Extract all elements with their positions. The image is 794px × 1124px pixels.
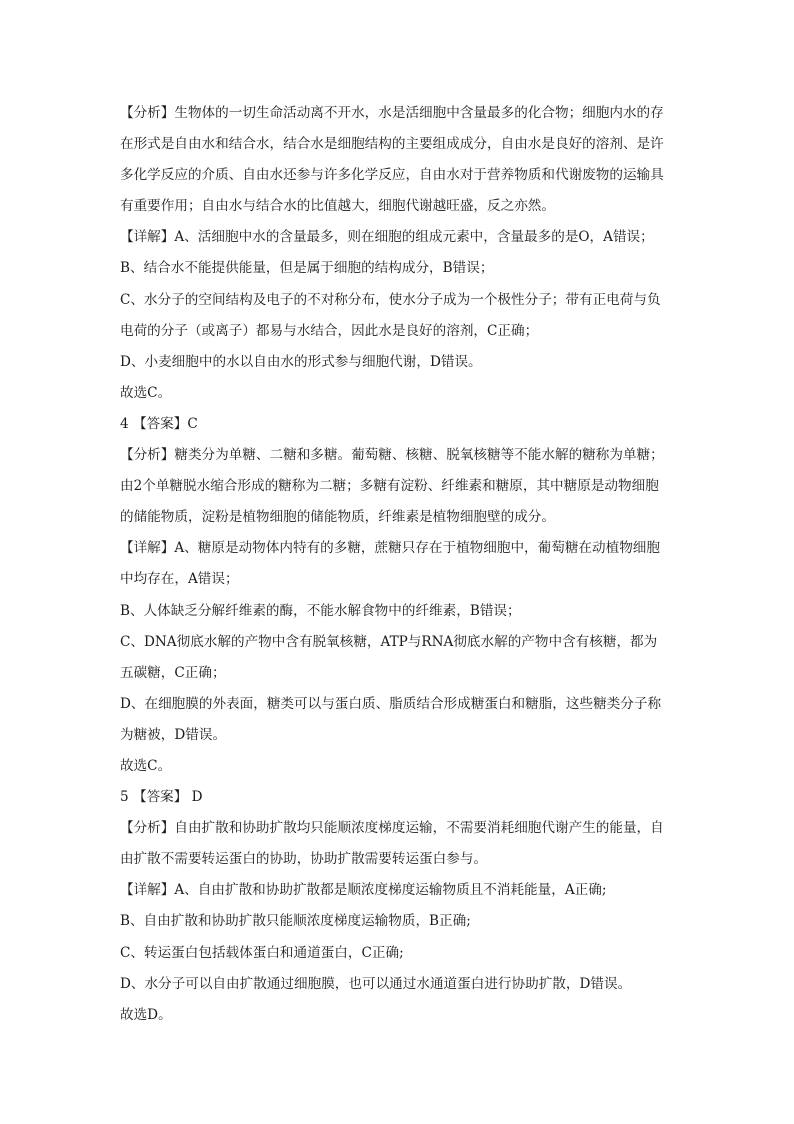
detail-q4-option-a-1: 【详解】A、糖原是动物体内特有的多糖，蔗糖只存在于植物细胞中，葡萄糖在动植物细胞 (120, 540, 660, 557)
analysis-q3-line-1: 【分析】生物体的一切生命活动离不开水，水是活细胞中含量最多的化合物；细胞内水的存 (120, 105, 664, 121)
detail-q5-option-b: B、自由扩散和协助扩散只能顺浓度梯度运输物质，B正确; (120, 913, 471, 930)
choice-q3: 故选C。 (120, 384, 172, 401)
detail-q4-option-b: B、人体缺乏分解纤维素的酶，不能水解食物中的纤维素，B错误； (120, 602, 521, 619)
analysis-q5-line-1: 【分析】自由扩散和协助扩散均只能顺浓度梯度运输，不需要消耗细胞代谢产生的能量，自 (120, 820, 664, 837)
analysis-q3-line-4: 有重要作用；自由水与结合水的比值越大，细胞代谢越旺盛，反之亦然。 (120, 198, 555, 215)
detail-q5-option-c: C、转运蛋白包括载体蛋白和通道蛋白，C正确; (120, 944, 404, 961)
analysis-q4-line-2: 由2个单糖脱水缩合形成的糖称为二糖；多糖有淀粉、纤维素和糖原，其中糖原是动物细胞 (120, 478, 659, 495)
analysis-q5-line-2: 由扩散不需要转运蛋白的协助，协助扩散需要转运蛋白参与。 (120, 851, 488, 868)
choice-q5: 故选D。 (120, 1006, 172, 1023)
analysis-q3-line-2: 在形式是自由水和结合水，结合水是细胞结构的主要组成成分，自由水是良好的溶剂、是许 (120, 136, 664, 153)
analysis-q4-line-1: 【分析】糖类分为单糖、二糖和多糖。葡萄糖、核糖、脱氧核糖等不能水解的糖称为单糖； (120, 447, 664, 464)
detail-q4-option-d-1: D、在细胞膜的外表面，糖类可以与蛋白质、脂质结合形成糖蛋白和糖脂，这些糖类分子称 (120, 695, 662, 712)
answer-q5: 5 【答案】 D (120, 789, 203, 806)
analysis-q3-line-3: 多化学反应的介质、自由水还参与许多化学反应，自由水对于营养物质和代谢废物的运输具 (120, 167, 664, 184)
detail-q4-option-c-1: C、DNA彻底水解的产物中含有脱氧核糖，ATP与RNA彻底水解的产物中含有核糖，都为 (120, 633, 658, 650)
document-body (120, 98, 680, 1031)
analysis-q4-line-3: 的储能物质，淀粉是植物细胞的储能物质，纤维素是植物细胞壁的成分。 (120, 509, 555, 526)
detail-q3-line-1: 【详解】A、活细胞中水的含量最多，则在细胞的组成元素中，含量最多的是O，A错误； (120, 229, 654, 246)
detail-q4-option-a-2: 中均存在，A错误； (120, 571, 239, 588)
detail-q3-option-c-1: C、水分子的空间结构及电子的不对称分布，使水分子成为一个极性分子；带有正电荷与负 (120, 291, 661, 308)
detail-q3-option-d: D、小麦细胞中的水以自由水的形式参与细胞代谢，D错误。 (120, 353, 482, 370)
detail-q4-option-c-2: 五碳糖，C正确； (120, 664, 226, 681)
detail-q5-option-a: 【详解】A、自由扩散和协助扩散都是顺浓度梯度运输物质且不消耗能量，A正确; (120, 882, 607, 899)
detail-q3-option-b: B、结合水不能提供能量，但是属于细胞的结构成分，B错误； (120, 260, 494, 277)
choice-q4: 故选C。 (120, 757, 172, 774)
detail-q5-option-d: D、水分子可以自由扩散通过细胞膜，也可以通过水通道蛋白进行协助扩散，D错误。 (120, 975, 632, 992)
answer-q4: 4 【答案】C (120, 415, 198, 432)
detail-q4-option-d-2: 为糖被，D错误。 (120, 726, 227, 743)
detail-q3-option-c-2: 电荷的分子（或离子）都易与水结合，因此水是良好的溶剂，C正确； (120, 322, 539, 339)
